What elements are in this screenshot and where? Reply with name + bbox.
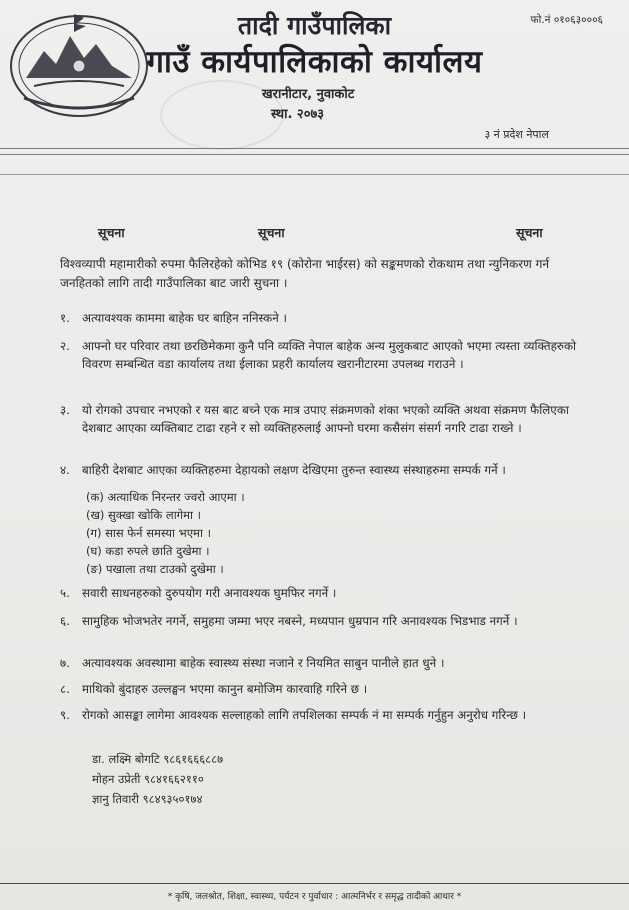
notice-item-6: [60, 612, 600, 630]
notice-item-7: [60, 654, 600, 672]
item-number: ४.: [60, 463, 70, 477]
notice-item-1: [60, 309, 600, 327]
item-text: सामुहिक भोजभतेर नगर्ने, समुहमा जम्मा भएर नबस्ने, मध्यपान धुम्रपान गरि अनावश्यक भिडभाड नगर्ने ।: [82, 614, 518, 628]
symptom-ga: (ग) सास फेर्न समस्या भएमा ।: [86, 526, 211, 540]
symptom-nga: (ङ) पखाला तथा टाउको दुखेमा ।: [86, 562, 224, 576]
contact-1: डा. लक्ष्मि बोगटि ९८६१६६६८८७: [92, 752, 224, 766]
item-text: बाहिरी देशबाट आएका व्यक्तिहरुमा देहायको लक्षण देखिएमा तुरुन्त स्वास्थ्य संस्थाहरुमा सम्पर्क गर्ने ।: [82, 463, 506, 477]
item-text: माथिको बुंदाहरु उल्लङ्घन भएमा कानुन बमोजिम कारवाहि गरिने छ ।: [82, 682, 368, 696]
item-number: २.: [60, 339, 70, 353]
symptom-kha: (ख) सुक्खा खोकि लागेमा ।: [86, 508, 202, 522]
item-number: ६.: [60, 614, 70, 628]
item-number: ७.: [60, 656, 70, 670]
item-text: आफ्नो घर परिवार तथा छरछिमेकमा कुनै पनि व्यक्ति नेपाल बाहेक अन्य मुलुकबाट आएको भएमा त्यस्ता व्यक्तिहरुको विवरण सम्बन्धित वडा कार्यालय तथा ईलाका प्रहरी कार्यालय खरानीटारमा उपलब्ध गराउने ।: [82, 339, 577, 371]
notice-heading-right: सूचना: [516, 225, 543, 240]
footer-divider: [0, 883, 629, 884]
established-year: स्था. २०७३: [271, 107, 324, 122]
item-text: सवारी साधनहरुको दुरुपयोग गरी अनावश्यक घुमफिर नगर्ने ।: [82, 586, 337, 600]
notice-item-8: [60, 680, 600, 698]
item-text: अत्यावश्यक काममा बाहेक घर बाहिन ननिस्कने ।: [82, 311, 287, 325]
item-number: ५.: [60, 586, 70, 600]
symptom-ka: (क) अत्याधिक निरन्तर ज्वरो आएमा ।: [86, 490, 245, 504]
item-number: ९.: [60, 708, 70, 722]
notice-intro: विश्वव्यापी महामारीको रुपमा फैलिरहेको कोभिड १९ (कोरोना भाईरस) को सङ्कमणको रोकथाम तथा न्युनिकरण गर्न जनहितको लागि तादी गाउँपालिका बाट जारी सुचना ।: [60, 257, 550, 290]
notice-item-4: [60, 461, 600, 479]
section-divider: [0, 174, 629, 175]
contact-2: मोहन उप्रेती ९८४१६६२११०: [92, 772, 204, 786]
item-text: अत्यावश्यक अवस्थामा बाहेक स्वास्थ्य संस्था नजाने र नियमित साबुन पानीले हात धुने ।: [82, 656, 445, 670]
header-divider-bottom: [0, 154, 629, 155]
item-text: रोगको आसङ्का लागेमा आवश्यक सल्लाहको लागि तपशिलका सम्पर्क नं मा सम्पर्क गर्नुहुन अनुरोध गरिन्छ ।: [82, 708, 527, 722]
office-name: गाउँ कार्यपालिकाको कार्यालय: [146, 44, 483, 80]
item-number: ८.: [60, 682, 70, 696]
notice-heading-left: सूचना: [98, 225, 125, 240]
office-address: खरानीटार, नुवाकोट: [262, 87, 355, 102]
item-number: १.: [60, 311, 70, 325]
province-label: ३ नं प्रदेश नेपाल: [484, 128, 549, 141]
municipality-name: तादी गाउँपालिका: [237, 11, 392, 40]
footer-slogan: * कृषि, जलश्रोत, शिक्षा, स्वास्थ्य, पर्यटन र पुर्वाधार : आत्मनिर्भर र समृद्ध तादीको आधार *: [167, 892, 462, 902]
symptom-gha: (घ) कडा रुपले छाति दुखेमा ।: [86, 544, 210, 558]
header-divider-top: [0, 148, 629, 149]
notice-item-9: [60, 706, 600, 724]
contact-3: ज्ञानु तिवारी ९८४९३५०१७४: [92, 792, 203, 806]
phone-number: फो.नं ०१०६३०००६: [530, 14, 603, 26]
notice-item-3: [60, 401, 600, 437]
item-number: ३.: [60, 403, 70, 417]
notice-item-5: [60, 584, 600, 602]
notice-heading-center: सूचना: [258, 225, 285, 240]
item-text: यो रोगको उपचार नभएको र यस बाट बच्ने एक मात्र उपाए संक्रमणको शंका भएको व्यक्ति अथवा संक्रमण फैलिएका देशबाट आएका व्यक्तिबाट टाढा रहने र सो व्यक्तिहरुलाई आफ्नो घरमा कसैसंग संसर्ग नगरि टाढा राख्ने ।: [82, 403, 569, 435]
notice-item-2: [60, 337, 600, 373]
